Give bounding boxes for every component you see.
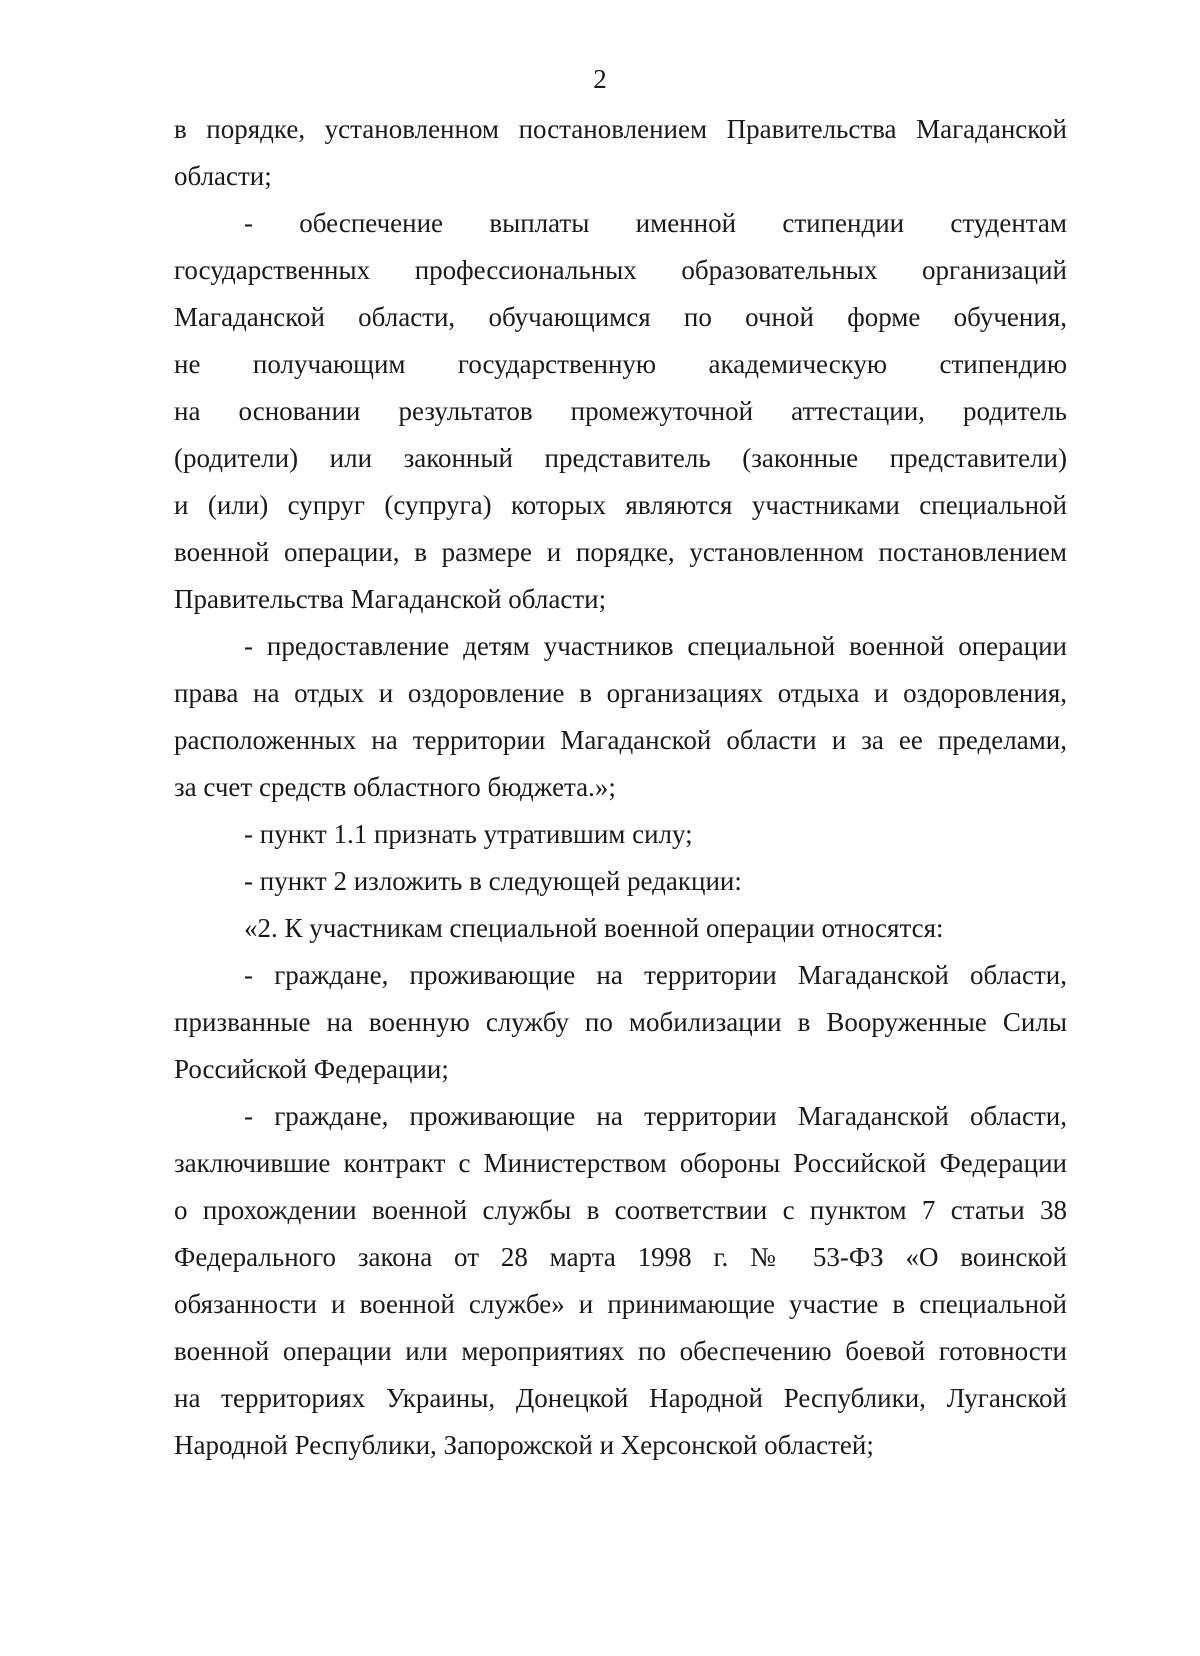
- text-line: заключившие контракт с Министерством обороны Российской Федерации: [174, 1148, 1067, 1178]
- text-line: Магаданской области, обучающимся по очной форме обучения,: [174, 302, 1067, 332]
- text-line: на основании результатов промежуточной аттестации, родитель: [174, 396, 1067, 426]
- body-text: [174, 106, 1067, 1469]
- text-line: - пункт 1.1 признать утратившим силу;: [244, 819, 693, 849]
- text-line: государственных профессиональных образовательных организаций: [174, 255, 1067, 285]
- text-line: «2. К участникам специальной военной операции относятся:: [244, 913, 944, 943]
- text-line: военной операции, в размере и порядке, установленном постановлением: [174, 537, 1067, 567]
- page-number: 2: [593, 64, 607, 94]
- text-line: - обеспечение выплаты именной стипендии студентам: [244, 208, 1067, 238]
- text-line: Правительства Магаданской области;: [174, 584, 607, 614]
- text-line: обязанности и военной службе» и принимающие участие в специальной: [174, 1289, 1067, 1319]
- text-line: призванные на военную службу по мобилизации в Вооруженные Силы: [174, 1007, 1067, 1037]
- text-line: права на отдых и оздоровление в организациях отдыха и оздоровления,: [174, 678, 1067, 708]
- text-line: расположенных на территории Магаданской области и за ее пределами,: [174, 725, 1067, 755]
- text-line: - предоставление детям участников специальной военной операции: [244, 631, 1067, 661]
- text-line: области;: [174, 161, 272, 191]
- text-line: - граждане, проживающие на территории Магаданской области,: [244, 960, 1067, 990]
- text-line: и (или) супруг (супруга) которых являются участниками специальной: [174, 490, 1067, 520]
- text-line: Российской Федерации;: [174, 1054, 449, 1084]
- text-line: о прохождении военной службы в соответствии с пунктом 7 статьи 38: [174, 1195, 1067, 1225]
- text-line: на территориях Украины, Донецкой Народной Республики, Луганской: [174, 1383, 1067, 1413]
- text-line: - пункт 2 изложить в следующей редакции:: [244, 866, 742, 896]
- text-line: (родители) или законный представитель (законные представители): [174, 443, 1067, 473]
- text-line: за счет средств областного бюджета.»;: [174, 772, 616, 802]
- text-line: не получающим государственную академическую стипендию: [174, 349, 1067, 379]
- text-line: Федерального закона от 28 марта 1998 г. № 53-ФЗ «О воинской: [174, 1242, 1067, 1272]
- text-line: - граждане, проживающие на территории Магаданской области,: [244, 1101, 1067, 1131]
- text-line: Народной Республики, Запорожской и Херсонской областей;: [174, 1430, 874, 1460]
- text-line: в порядке, установленном постановлением Правительства Магаданской: [174, 114, 1067, 144]
- text-line: военной операции или мероприятиях по обеспечению боевой готовности: [174, 1336, 1067, 1366]
